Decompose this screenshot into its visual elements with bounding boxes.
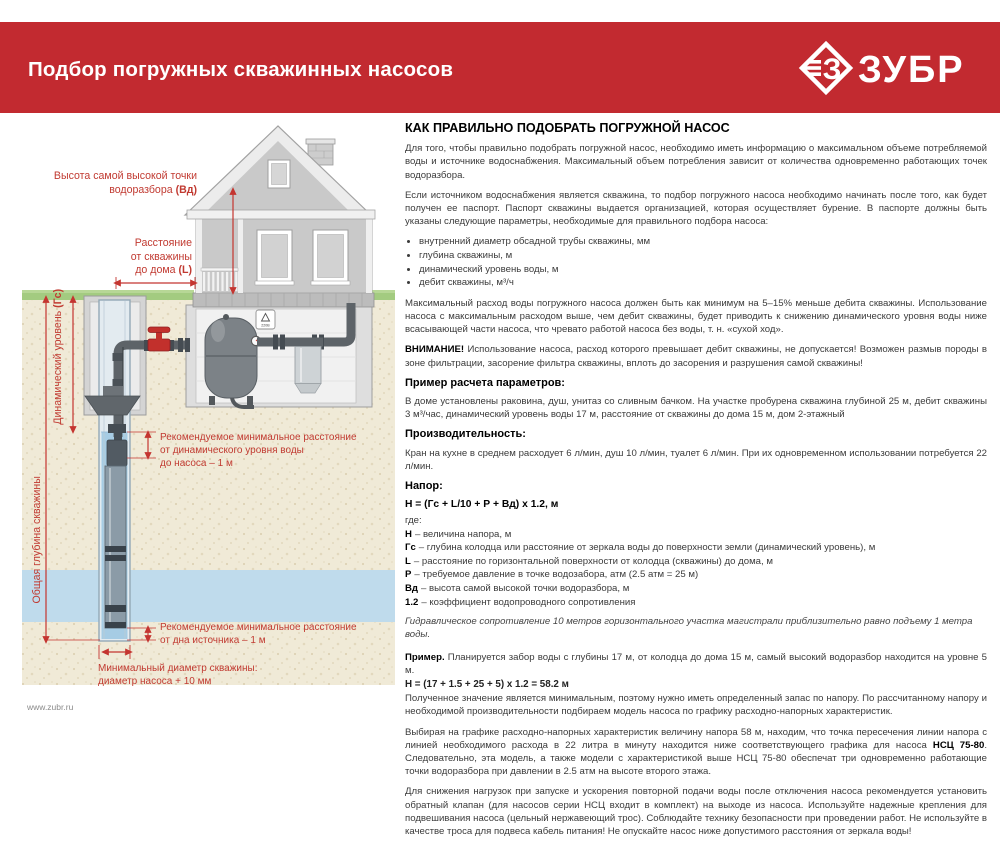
label-min-distance-bottom: Рекомендуемое минимальное расстояние от дна источника – 1 м — [160, 622, 357, 646]
heading-example: Пример расчета параметров: — [405, 376, 565, 389]
brand-logo — [784, 35, 974, 101]
example2-lead: Пример. — [405, 651, 445, 663]
power-warning-plate — [256, 310, 275, 329]
warning-lead: ВНИМАНИЕ! — [405, 344, 465, 356]
label-min-diameter: Минимальный диаметр скважины: диаметр насоса + 10 мм — [98, 663, 258, 687]
paragraph-passport: Если источником водоснабжения является скважина, то подбор погружного насоса необходимо начинать после того, как будет получен ее паспорт. Паспорт скважины выдается организацией, которая осуществляет бурение. В паспорте должны быть указаны следующие параметры, необходимые для правильного подбора насоса: — [405, 189, 987, 228]
definition-row: Р – требуемое давление в точке водозабора, атм (2.5 атм = 25 м) — [405, 569, 699, 581]
water-filter — [293, 338, 323, 394]
list-item: • дебит скважины, м³/ч — [419, 276, 987, 290]
paragraph-flow-rate: Максимальный расход воды погружного насоса должен быть как минимум на 5–15% меньше дебита скважины. Использование насоса с максимальным расходом выше, чем дебит скважины, будет приводить к снижению динамического уровня воды ниже всасывающей части насоса, что чревато работой насоса без воды, т. н. «сухой ход». — [405, 297, 987, 336]
well-installation-diagram — [20, 125, 395, 690]
label-min-distance-dynamic: Рекомендуемое минимальное расстояние от динамического уровня воды до насоса – 1 м — [160, 432, 357, 469]
label-dynamic-level: Динамический уровень (Гс) — [52, 288, 65, 425]
head-formula: Н = (Гс + L/10 + Р + Вд) х 1.2, м — [405, 499, 559, 511]
definition-row: Н – величина напора, м — [405, 528, 512, 540]
definition-row: L – расстояние по горизонтальной поверхности от колодца (скважины) до дома, м — [405, 555, 773, 567]
paragraph-example2: Пример. Планируется забор воды с глубины 17 м, от колодца до дома 15 м, самый высокий водоразбор находится на уровне 5 м. — [405, 651, 987, 676]
definition-row: Гс – глубина колодца или расстояние от зеркала воды до поверхности земли (динамический уровень), м — [405, 542, 876, 554]
paragraph-intro: Для того, чтобы правильно подобрать погружной насос, необходимо иметь информацию о максимальном объеме потребляемой воды и источнике водоснабжения. Максимальный объем потребления зависит от количества одновременно работающих точек водоразбора. — [405, 143, 987, 181]
svg-text:ЗУБР: ЗУБР — [858, 49, 965, 91]
paragraph-example2-rest: Полученное значение является минимальным, поэтому нужно иметь определенный запас по напору. По рассчитанному напору и необходимой производительности подбираем модель насоса по графику расходно-напорных характеристик. — [405, 693, 987, 718]
article-title: КАК ПРАВИЛЬНО ПОДОБРАТЬ ПОГРУЖНОЙ НАСОС — [405, 121, 730, 135]
definition-row: 1.2 – коэффициент водопроводного сопротивления — [405, 596, 636, 608]
heading-performance: Производительность: — [405, 428, 526, 441]
label-vd: Высота самой высокой точки водоразбора (Вд) — [53, 170, 197, 196]
example2-formula: Н = (17 + 1.5 + 25 + 5) х 1.2 = 58.2 м — [405, 679, 569, 691]
aquifer-layer — [22, 570, 395, 622]
attic-window — [268, 160, 290, 188]
paragraph-performance: Кран на кухне в среднем расходует 6 л/мин, душ 10 л/мин, туалет 6 л/мин. При их одновременном использовании потребуется 22 л/мин. — [405, 447, 987, 472]
pump-model: НСЦ 75-80 — [932, 739, 985, 751]
submersible-pump — [105, 424, 127, 628]
paragraph-final-advice: Для снижения нагрузок при запуске и ускорения повторной подачи воды после отключения насоса рекомендуется установить обратный клапан (для насосов серии НСЦ входит в комплект) на выходе из насоса. Используйте надежные крепления для подвешивания насоса (цельный нержавеющий трос). Соблюдайте технику безопасности при проведении работ. Не используйте в качестве троса для подвеса кабель питания! Не опускайте насос ниже допустимого расстояния от зеркала воды! — [405, 786, 987, 838]
formula-definitions — [405, 528, 987, 610]
list-item: • внутренний диаметр обсадной трубы скважины, мм — [419, 235, 987, 249]
svg-text:220В: 220В — [261, 323, 270, 328]
zubr-logo-icon — [784, 35, 974, 101]
label-l: Расстояние от скважины до дома (L) — [130, 237, 192, 277]
where-label: где: — [405, 515, 422, 527]
diagram-illustration — [20, 125, 395, 690]
paragraph-model-choice: Выбирая на графике расходно-напорных характеристик величину напора 58 м, находим, что точка пересечения линии напора с линией необходимого расхода в 22 литра в минуту находится ниже соответствующего графика для насоса НСЦ 75-80. Следовательно, эта модель, а также модели с характеристикой выше НСЦ 75-80 обеспечат три одновременно работающие точки водоразбора при давлении в 2.5 атм на высоте второго этажа. — [405, 726, 987, 778]
page-title: Подбор погружных скважинных насосов — [28, 58, 454, 81]
heading-head: Напор: — [405, 480, 443, 493]
window-left — [255, 230, 294, 285]
hydraulic-note: Гидравлическое сопротивление 10 метров горизонтального участка магистрали приблизительно равно подъему 1 метра воды. — [405, 616, 973, 641]
svg-text:З: З — [822, 53, 842, 86]
window-right — [311, 230, 350, 285]
paragraph-warning: ВНИМАНИЕ! Использование насоса, расход которого превышает дебит скважины, не допускается! Возможен размыв породы в зоне фильтрации, засорение фильтра скважины, вплоть до засорения и разрушения самой скважины! — [405, 344, 987, 369]
list-item: • динамический уровень воды, м — [419, 263, 987, 277]
article — [405, 122, 987, 845]
footer-url: www.zubr.ru — [27, 702, 74, 712]
paragraph-example: В доме установлены раковина, душ, унитаз со сливным бачком. На участке пробурена скважина глубиной 25 м, дебит скважины 3 м³/час, динамический уровень воды 17 м, расстояние от скважины до дома 15 м, дом 2-этажный — [405, 396, 987, 421]
list-item: • глубина скважины, м — [419, 249, 987, 263]
pressure-tank — [205, 314, 257, 407]
label-total-depth: Общая глубина скважины — [31, 476, 44, 604]
definition-row: Вд – высота самой высокой точки водоразбора, м — [405, 583, 630, 595]
page-header — [0, 22, 1000, 113]
passport-parameters-list — [419, 235, 987, 289]
